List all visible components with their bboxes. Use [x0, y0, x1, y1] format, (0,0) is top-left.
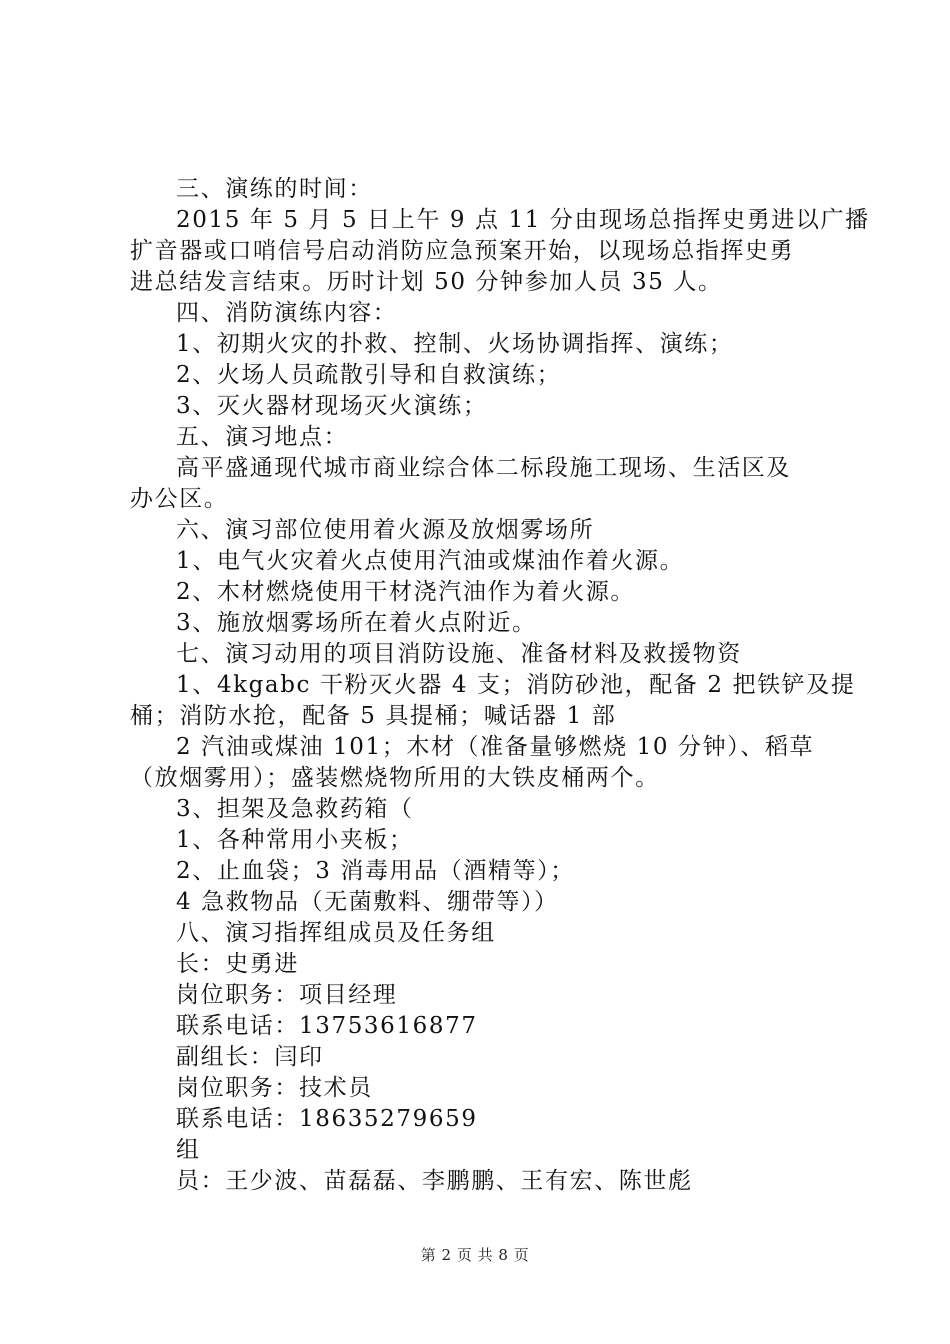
text-line: 七、演习动用的项目消防设施、准备材料及救援物资 — [176, 641, 742, 667]
text-line: 2、火场人员疏散引导和自救演练； — [176, 362, 562, 388]
text-line: 员：王少波、苗磊磊、李鹏鹏、王有宏、陈世彪 — [176, 1168, 693, 1194]
text-line: 长：史勇进 — [176, 951, 299, 977]
text-line: 1、4kgabc 干粉灭火器 4 支；消防砂池，配备 2 把铁铲及提 — [176, 672, 856, 698]
text-line: 2、止血袋；3 消毒用品（酒精等）； — [176, 858, 575, 884]
text-line: 五、演习地点： — [176, 424, 349, 450]
text-line: 3、担架及急救药箱（ — [176, 796, 414, 822]
text-line: 桶；消防水抢，配备 5 具提桶；喊话器 1 部 — [130, 703, 617, 729]
text-line: 组 — [176, 1137, 201, 1163]
text-line: 扩音器或口哨信号启动消防应急预案开始，以现场总指挥史勇 — [130, 238, 795, 264]
text-line: 1、初期火灾的扑救、控制、火场协调指挥、演练； — [176, 331, 734, 357]
text-line: （放烟雾用）；盛装燃烧物所用的大铁皮桶两个。 — [130, 765, 660, 791]
text-line: 办公区。 — [130, 486, 229, 512]
text-line: 副组长：闫印 — [176, 1044, 324, 1070]
text-line: 2、木材燃烧使用干材浇汽油作为着火源。 — [176, 579, 636, 605]
text-line: 四、消防演练内容： — [176, 300, 398, 326]
text-line: 高平盛通现代城市商业综合体二标段施工现场、生活区及 — [176, 455, 791, 481]
text-line: 4 急救物品（无菌敷料、绷带等）） — [176, 889, 559, 915]
text-line: 六、演习部位使用着火源及放烟雾场所 — [176, 517, 595, 543]
text-line: 3、施放烟雾场所在着火点附近。 — [176, 610, 537, 636]
text-line: 八、演习指挥组成员及任务组 — [176, 920, 496, 946]
text-line: 1、电气火灾着火点使用汽油或煤油作着火源。 — [176, 548, 685, 574]
text-line: 岗位职务：项目经理 — [176, 982, 398, 1008]
text-line: 2015 年 5 月 5 日上午 9 点 11 分由现场总指挥史勇进以广播 — [176, 207, 870, 233]
page-number: 第 2 页 共 8 页 — [420, 1246, 530, 1264]
text-line: 2 汽油或煤油 101；木材（准备量够燃烧 10 分钟）、稻草 — [176, 734, 815, 760]
text-line: 联系电话：13753616877 — [176, 1013, 478, 1039]
document-body — [130, 174, 870, 1197]
text-line: 岗位职务：技术员 — [176, 1075, 373, 1101]
page-footer — [0, 1244, 950, 1265]
text-line: 3、灭火器材现场灭火演练； — [176, 393, 488, 419]
text-line: 联系电话：18635279659 — [176, 1106, 478, 1132]
text-line: 1、各种常用小夹板； — [176, 827, 414, 853]
text-line: 三、演练的时间： — [176, 176, 373, 202]
text-line: 进总结发言结束。历时计划 50 分钟参加人员 35 人。 — [130, 269, 723, 295]
